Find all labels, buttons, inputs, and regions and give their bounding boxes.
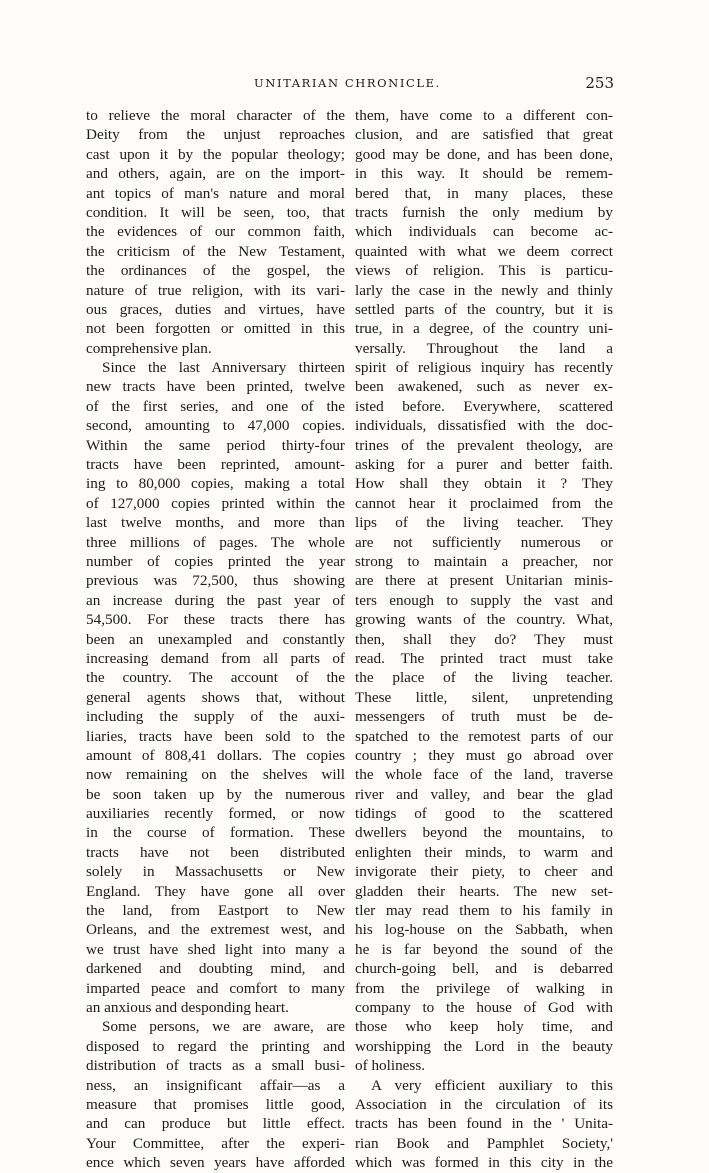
text-line: are there at present Unitarian minis-	[355, 572, 613, 590]
text-line: three millions of pages. The whole	[86, 533, 345, 551]
text-line: Orleans, and the extremest west, and	[86, 921, 345, 939]
text-line: to relieve the moral character of the	[86, 107, 345, 124]
text-line: individuals, dissatisfied with the doc-	[355, 417, 613, 435]
text-line: from the privilege of walking in	[355, 979, 613, 997]
text-line: church-going bell, and is debarred	[355, 960, 613, 978]
text-line: the place of the living teacher.	[355, 669, 613, 687]
text-line: tracts have not been distributed	[86, 843, 345, 861]
text-line: in the course of formation. These	[86, 824, 345, 842]
text-line: lips of the living teacher. They	[355, 514, 613, 532]
text-line: tler may read them to his family in	[355, 902, 613, 920]
text-line: 54,500. For these tracts there has	[86, 611, 345, 629]
text-line: Some persons, we are aware, are	[102, 1018, 345, 1036]
text-line: messengers of truth must be de-	[355, 708, 613, 726]
text-line: been awakened, such as never ex-	[355, 378, 613, 396]
text-line: the whole face of the land, traverse	[355, 766, 613, 784]
text-line: These little, silent, unpretending	[355, 688, 613, 706]
running-title: UNITARIAN CHRONICLE.	[254, 76, 441, 90]
text-line: solely in Massachusetts or New	[86, 863, 345, 881]
text-line: strong to maintain a preacher, nor	[355, 552, 613, 570]
text-line: ence which seven years have afforded	[86, 1154, 345, 1172]
text-line: cannot hear it proclaimed from the	[355, 494, 613, 512]
running-header	[86, 76, 614, 98]
text-line: be soon taken up by the numerous	[86, 785, 345, 803]
text-line: not been forgotten or omitted in this	[86, 320, 345, 338]
text-line: tidings of good to the scattered	[355, 805, 613, 823]
text-line: bered that, in many places, these	[355, 184, 613, 202]
text-line: enlighten their minds, to warm and	[355, 843, 613, 861]
text-line: second, amounting to 47,000 copies.	[86, 417, 345, 435]
text-line: darkened and doubting mind, and	[86, 960, 345, 978]
text-line: general agents shows that, without	[86, 688, 345, 706]
text-line: company to the house of God with	[355, 998, 613, 1016]
text-line: condition. It will be seen, too, that	[86, 203, 345, 221]
text-line: including the supply of the auxi-	[86, 708, 345, 726]
text-line: been an unexampled and constantly	[86, 630, 345, 648]
text-line: gladden their hearts. The new set-	[355, 882, 613, 900]
text-line: true, in a degree, of the country uni-	[355, 320, 613, 338]
text-line: the criticism of the New Testament,	[86, 242, 345, 260]
text-line: ous graces, duties and virtues, have	[86, 300, 345, 318]
text-line: rian Book and Pamphlet Society,'	[355, 1134, 613, 1152]
text-line: then, shall they do? They must	[355, 630, 613, 648]
text-line: cast upon it by the popular theology;	[86, 145, 345, 163]
text-line: liaries, tracts have been sold to the	[86, 727, 345, 745]
right-column	[355, 106, 613, 1172]
text-line: the land, from Eastport to New	[86, 902, 345, 920]
text-line: which was formed in this city in the	[355, 1154, 613, 1172]
text-line: imparted peace and comfort to many	[86, 979, 345, 997]
text-line: versally. Throughout the land a	[355, 339, 613, 357]
text-line: trines of the prevalent theology, are	[355, 436, 613, 454]
text-line: nature of true religion, with its vari-	[86, 281, 345, 299]
text-line: he is far beyond the sound of the	[355, 940, 613, 958]
text-line: England. They have gone all over	[86, 882, 345, 900]
text-line: good may be done, and has been done,	[355, 145, 613, 163]
text-line: an increase during the past year of	[86, 591, 345, 609]
text-line: Your Committee, after the experi-	[86, 1134, 345, 1152]
text-line: Deity from the unjust reproaches	[86, 126, 345, 144]
text-line: tracts has been found in the ' Unita-	[355, 1115, 613, 1133]
text-line: Within the same period thirty-four	[86, 436, 345, 454]
text-line: which individuals can become ac-	[355, 223, 613, 241]
text-line: Association in the circulation of its	[355, 1095, 613, 1113]
text-line: and others, again, are on the import-	[86, 165, 345, 183]
text-line: an anxious and desponding heart.	[86, 998, 289, 1016]
text-line: amount of 808,41 dollars. The copies	[86, 746, 345, 764]
text-line: auxiliaries recently formed, or now	[86, 805, 345, 823]
text-line: of 127,000 copies printed within the	[86, 494, 345, 512]
text-line: worshipping the Lord in the beauty	[355, 1037, 613, 1055]
page-number: 253	[585, 74, 614, 92]
text-line: ness, an insignificant affair—as a	[86, 1076, 345, 1094]
text-line: Since the last Anniversary thirteen	[102, 359, 345, 377]
text-line: now remaining on the shelves will	[86, 766, 345, 784]
text-line: larly the case in the newly and thinly	[355, 281, 613, 299]
text-line: tracts furnish the only medium by	[355, 203, 613, 221]
text-line: ters enough to supply the vast and	[355, 591, 613, 609]
text-line: invigorate their piety, to cheer and	[355, 863, 613, 881]
text-line: comprehensive plan.	[86, 339, 212, 357]
text-line: the country. The account of the	[86, 669, 345, 687]
text-line: of the first series, and one of the	[86, 397, 345, 415]
text-line: new tracts have been printed, twelve	[86, 378, 345, 396]
text-line: previous was 72,500, thus showing	[86, 572, 345, 590]
text-line: clusion, and are satisfied that great	[355, 126, 613, 144]
text-line: views of religion. This is particu-	[355, 262, 613, 280]
text-line: ing to 80,000 copies, making a total	[86, 475, 345, 493]
text-line: we trust have shed light into many a	[86, 940, 345, 958]
text-line: number of copies printed the year	[86, 552, 345, 570]
text-line: asking for a purer and better faith.	[355, 456, 613, 474]
text-line: spirit of religious inquiry has recently	[355, 359, 613, 377]
text-line: and can produce but little effect.	[86, 1115, 345, 1133]
text-line: A very efficient auxiliary to this	[371, 1076, 613, 1094]
text-line: country ; they must go abroad over	[355, 746, 613, 764]
text-line: the ordinances of the gospel, the	[86, 262, 345, 280]
text-line: of holiness.	[355, 1057, 426, 1075]
text-line: are not sufficiently numerous or	[355, 533, 613, 551]
text-line: disposed to regard the printing and	[86, 1037, 345, 1055]
text-line: distribution of tracts as a small busi-	[86, 1057, 345, 1075]
text-line: those who keep holy time, and	[355, 1018, 613, 1036]
text-line: read. The printed tract must take	[355, 649, 613, 667]
text-line: in this way. It should be remem-	[355, 165, 613, 183]
text-line: dwellers beyond the mountains, to	[355, 824, 613, 842]
text-line: them, have come to a different con-	[355, 107, 613, 124]
text-line: quainted with what we deem correct	[355, 242, 613, 260]
left-column	[86, 106, 345, 1172]
text-line: increasing demand from all parts of	[86, 649, 345, 667]
text-line: measure that promises little good,	[86, 1095, 345, 1113]
text-line: his log-house on the Sabbath, when	[355, 921, 613, 939]
text-line: tracts have been reprinted, amount-	[86, 456, 345, 474]
text-line: spatched to the remotest parts of our	[355, 727, 613, 745]
text-line: last twelve months, and more than	[86, 514, 345, 532]
text-line: How shall they obtain it ? They	[355, 475, 613, 493]
text-line: ant topics of man's nature and moral	[86, 184, 345, 202]
text-line: settled parts of the country, but it is	[355, 300, 613, 318]
text-line: growing wants of the country. What,	[355, 611, 613, 629]
text-line: river and valley, and bear the glad	[355, 785, 613, 803]
text-line: isted before. Everywhere, scattered	[355, 397, 613, 415]
text-line: the evidences of our common faith,	[86, 223, 345, 241]
